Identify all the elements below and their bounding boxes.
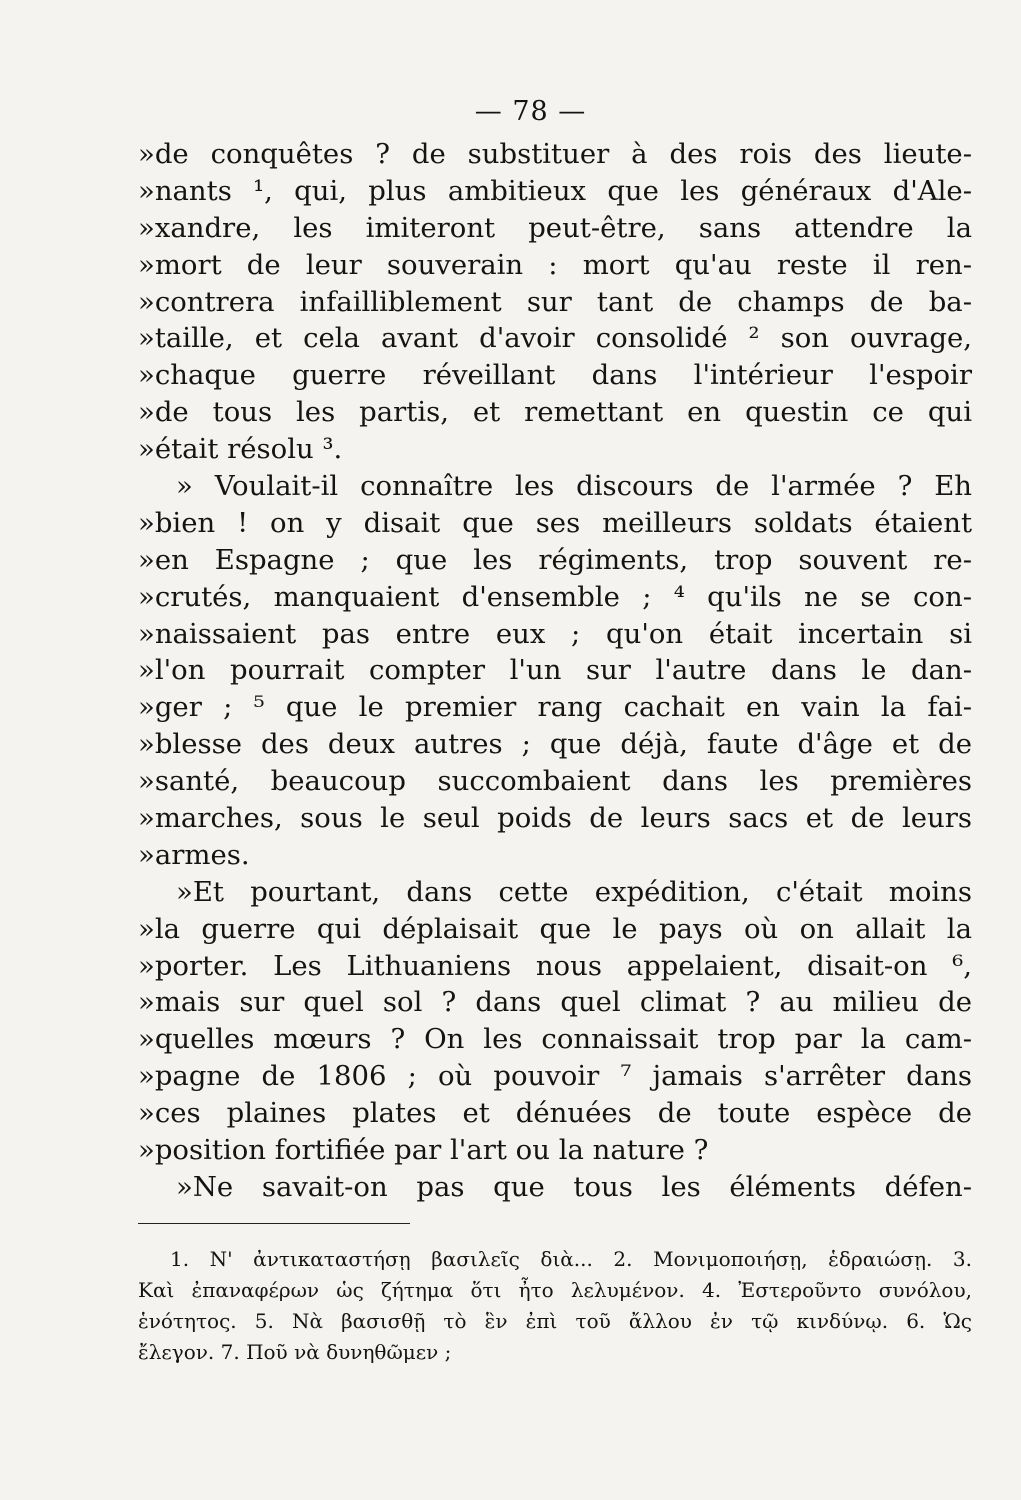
text-line: »nants ¹, qui, plus ambitieux que les généraux d'Ale- [138,174,972,207]
text-line: »en Espagne ; que les régiments, trop souvent re- [138,543,972,576]
text-line: »mais sur quel sol ? dans quel climat ? au milieu de [138,986,972,1019]
text-line: »l'on pourrait compter l'un sur l'autre dans le dan- [138,654,972,687]
text-line: »armes. [138,838,250,871]
text-line: »marches, sous le seul poids de leurs sacs et de leurs [138,802,972,835]
page-number: — 78 — [474,96,587,127]
footnote-line: Καὶ ἐπαναφέρων ὡς ζήτημα ὅτι ἦτο λελυμένον. 4. Ἐστεροῦντο συνόλου, [138,1278,972,1302]
text-line: »chaque guerre réveillant dans l'intérieur l'espoir [138,359,972,392]
text-line: »Et pourtant, dans cette expédition, c'était moins [176,875,972,908]
text-line: »blesse des deux autres ; que déjà, faute d'âge et de [138,728,972,761]
text-line: »la guerre qui déplaisait que le pays où on allait la [138,912,972,945]
text-line: »contrera infailliblement sur tant de champs de ba- [138,285,972,318]
text-line: »xandre, les imiteront peut-être, sans attendre la [138,211,972,244]
text-line: »crutés, manquaient d'ensemble ; ⁴ qu'ils ne se con- [138,580,972,613]
footnote-line: 1. N' ἀντικαταστήσῃ βασιλεῖς διὰ... 2. Μονιμοποιήσῃ, ἑδραιώσῃ. 3. [170,1247,972,1271]
footnote-divider [138,1223,410,1224]
footnotes [138,1244,972,1368]
body-text [138,136,972,1206]
text-line: »bien ! on y disait que ses meilleurs soldats étaient [138,506,972,539]
text-line: »santé, beaucoup succombaient dans les premières [138,765,972,798]
footnote-line: ἔλεγον. 7. Ποῦ νὰ δυνηθῶμεν ; [138,1340,452,1364]
text-line: »Ne savait-on pas que tous les éléments défen- [176,1170,972,1203]
text-line: »porter. Les Lithuaniens nous appelaient, disait-on ⁶, [138,949,972,982]
text-line: »naissaient pas entre eux ; qu'on était incertain si [138,617,972,650]
text-line: »de conquêtes ? de substituer à des rois des lieute- [138,138,972,170]
text-line: »pagne de 1806 ; où pouvoir ⁷ jamais s'arrêter dans [138,1060,972,1093]
text-line: » Voulait-il connaître les discours de l'armée ? Eh [176,470,972,503]
text-line: »taille, et cela avant d'avoir consolidé ² son ouvrage, [138,322,972,355]
text-line: »ger ; ⁵ que le premier rang cachait en vain la fai- [138,691,972,724]
footnote-line: ἑνότητος. 5. Νὰ βασισθῇ τὸ ἓν ἐπὶ τοῦ ἄλλου ἐν τῷ κινδύνῳ. 6. Ὡς [138,1309,972,1333]
text-line: »position fortifiée par l'art ou la nature ? [138,1134,709,1167]
text-line: »de tous les partis, et remettant en questin ce qui [138,396,972,429]
text-line: »quelles mœurs ? On les connaissait trop par la cam- [138,1023,972,1056]
text-line: »ces plaines plates et dénuées de toute espèce de [138,1097,972,1130]
text-line: »était résolu ³. [138,433,343,466]
text-line: »mort de leur souverain : mort qu'au reste il ren- [138,248,972,281]
